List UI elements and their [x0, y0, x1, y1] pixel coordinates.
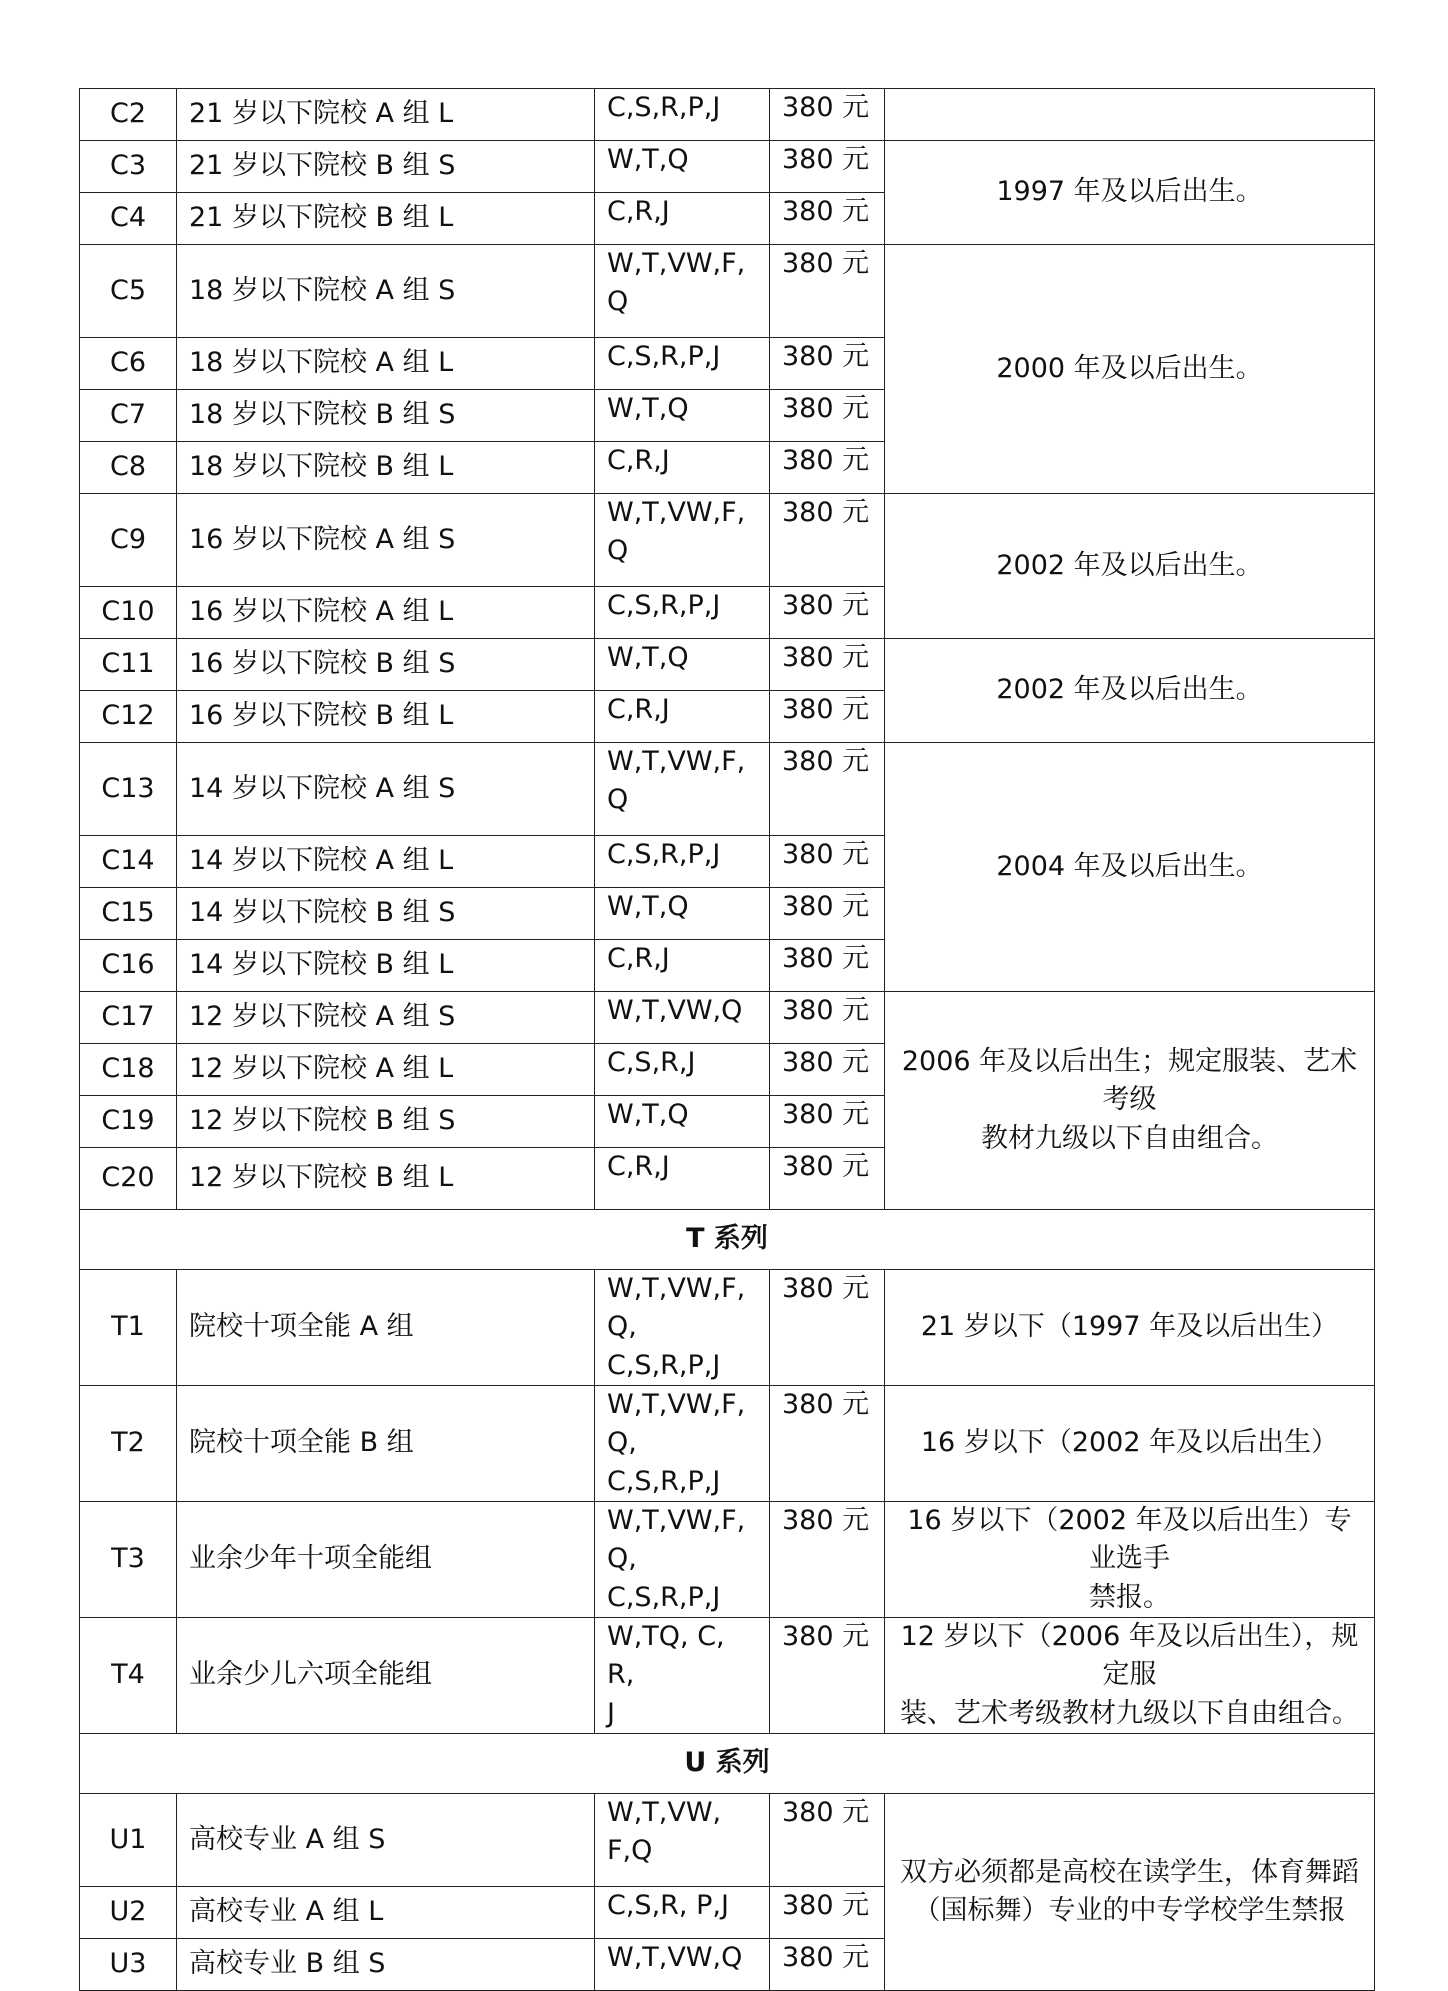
event-dances: W,T,VW,F, Q [595, 494, 770, 587]
table-row [80, 494, 1375, 587]
event-code: C12 [80, 691, 177, 743]
event-fee: 380 元 [770, 1617, 885, 1733]
event-code: C16 [80, 940, 177, 992]
eligibility-note: 2004 年及以后出生。 [885, 743, 1375, 992]
event-fee: 380 元 [770, 1148, 885, 1210]
event-fee: 380 元 [770, 1385, 885, 1501]
event-fee: 380 元 [770, 1270, 885, 1386]
section-header-row [80, 1733, 1375, 1793]
event-dances: C,S,R,P,J [595, 587, 770, 639]
event-fee: 380 元 [770, 1938, 885, 1990]
section-title: U 系列 [80, 1733, 1375, 1793]
event-code: C18 [80, 1044, 177, 1096]
table-row [80, 141, 1375, 193]
event-code: C13 [80, 743, 177, 836]
event-dances: C,R,J [595, 193, 770, 245]
event-name: 12 岁以下院校 B 组 S [177, 1096, 595, 1148]
section-header-row [80, 1210, 1375, 1270]
event-name: 16 岁以下院校 B 组 S [177, 639, 595, 691]
event-fee: 380 元 [770, 494, 885, 587]
event-name: 院校十项全能 B 组 [177, 1385, 595, 1501]
eligibility-note: 16 岁以下（2002 年及以后出生）专业选手 禁报。 [885, 1501, 1375, 1617]
table-row [80, 1385, 1375, 1501]
event-dances: W,T,VW,F, Q [595, 245, 770, 338]
event-fee: 380 元 [770, 1793, 885, 1886]
event-dances: C,S,R, P,J [595, 1886, 770, 1938]
event-code: U3 [80, 1938, 177, 1990]
event-name: 18 岁以下院校 B 组 L [177, 442, 595, 494]
table-row [80, 743, 1375, 836]
event-dances: W,T,Q [595, 390, 770, 442]
event-fee: 380 元 [770, 888, 885, 940]
event-name: 16 岁以下院校 B 组 L [177, 691, 595, 743]
event-code: C5 [80, 245, 177, 338]
event-fee: 380 元 [770, 992, 885, 1044]
event-code: C6 [80, 338, 177, 390]
event-fee: 380 元 [770, 836, 885, 888]
event-name: 12 岁以下院校 B 组 L [177, 1148, 595, 1210]
event-name: 21 岁以下院校 B 组 S [177, 141, 595, 193]
eligibility-note: 2002 年及以后出生。 [885, 639, 1375, 743]
event-code: T3 [80, 1501, 177, 1617]
event-code: T2 [80, 1385, 177, 1501]
event-dances: C,R,J [595, 442, 770, 494]
event-fee: 380 元 [770, 1044, 885, 1096]
event-name: 业余少儿六项全能组 [177, 1617, 595, 1733]
event-dances: C,R,J [595, 691, 770, 743]
eligibility-note: 双方必须都是高校在读学生，体育舞蹈 （国标舞）专业的中专学校学生禁报 [885, 1793, 1375, 1990]
event-fee: 380 元 [770, 639, 885, 691]
eligibility-note: 2006 年及以后出生；规定服装、艺术考级 教材九级以下自由组合。 [885, 992, 1375, 1210]
event-fee: 380 元 [770, 587, 885, 639]
section-title: T 系列 [80, 1210, 1375, 1270]
event-dances: W,T,VW,F, Q, C,S,R,P,J [595, 1270, 770, 1386]
event-fee: 380 元 [770, 442, 885, 494]
event-code: C4 [80, 193, 177, 245]
table-row [80, 1617, 1375, 1733]
event-code: C20 [80, 1148, 177, 1210]
eligibility-note: 2002 年及以后出生。 [885, 494, 1375, 639]
event-name: 14 岁以下院校 B 组 L [177, 940, 595, 992]
event-code: U2 [80, 1886, 177, 1938]
registration-fee-table [79, 88, 1375, 1991]
event-name: 21 岁以下院校 B 组 L [177, 193, 595, 245]
event-name: 16 岁以下院校 A 组 S [177, 494, 595, 587]
event-code: C3 [80, 141, 177, 193]
table-row [80, 992, 1375, 1044]
event-name: 高校专业 A 组 L [177, 1886, 595, 1938]
event-code: C9 [80, 494, 177, 587]
event-dances: C,S,R,P,J [595, 836, 770, 888]
event-code: C7 [80, 390, 177, 442]
event-dances: W,T,VW,Q [595, 1938, 770, 1990]
event-fee: 380 元 [770, 193, 885, 245]
event-name: 16 岁以下院校 A 组 L [177, 587, 595, 639]
event-dances: C,R,J [595, 1148, 770, 1210]
event-name: 院校十项全能 A 组 [177, 1270, 595, 1386]
event-dances: C,S,R,P,J [595, 89, 770, 141]
table-row [80, 1501, 1375, 1617]
table-row [80, 1270, 1375, 1386]
event-dances: W,T,VW,F, Q, C,S,R,P,J [595, 1501, 770, 1617]
event-code: U1 [80, 1793, 177, 1886]
event-name: 12 岁以下院校 A 组 S [177, 992, 595, 1044]
event-dances: W,TQ, C, R, J [595, 1617, 770, 1733]
event-fee: 380 元 [770, 89, 885, 141]
event-name: 14 岁以下院校 B 组 S [177, 888, 595, 940]
event-name: 18 岁以下院校 A 组 S [177, 245, 595, 338]
event-code: C14 [80, 836, 177, 888]
event-name: 12 岁以下院校 A 组 L [177, 1044, 595, 1096]
event-dances: W,T,Q [595, 639, 770, 691]
event-name: 14 岁以下院校 A 组 L [177, 836, 595, 888]
event-dances: W,T,VW, F,Q [595, 1793, 770, 1886]
table-row [80, 89, 1375, 141]
eligibility-note [885, 89, 1375, 141]
event-name: 高校专业 B 组 S [177, 1938, 595, 1990]
event-fee: 380 元 [770, 940, 885, 992]
event-name: 18 岁以下院校 B 组 S [177, 390, 595, 442]
table-row [80, 245, 1375, 338]
event-fee: 380 元 [770, 245, 885, 338]
event-name: 14 岁以下院校 A 组 S [177, 743, 595, 836]
event-name: 业余少年十项全能组 [177, 1501, 595, 1617]
event-code: T1 [80, 1270, 177, 1386]
event-name: 21 岁以下院校 A 组 L [177, 89, 595, 141]
table-row [80, 1793, 1375, 1886]
event-fee: 380 元 [770, 1886, 885, 1938]
event-code: C17 [80, 992, 177, 1044]
event-code: T4 [80, 1617, 177, 1733]
event-dances: W,T,Q [595, 888, 770, 940]
event-dances: W,T,VW,F, Q [595, 743, 770, 836]
eligibility-note: 16 岁以下（2002 年及以后出生） [885, 1385, 1375, 1501]
event-code: C11 [80, 639, 177, 691]
eligibility-note: 12 岁以下（2006 年及以后出生），规定服 装、艺术考级教材九级以下自由组合。 [885, 1617, 1375, 1733]
event-dances: C,S,R,J [595, 1044, 770, 1096]
event-code: C19 [80, 1096, 177, 1148]
event-code: C15 [80, 888, 177, 940]
eligibility-note: 21 岁以下（1997 年及以后出生） [885, 1270, 1375, 1386]
event-code: C2 [80, 89, 177, 141]
event-fee: 380 元 [770, 743, 885, 836]
event-fee: 380 元 [770, 1096, 885, 1148]
event-fee: 380 元 [770, 390, 885, 442]
event-fee: 380 元 [770, 141, 885, 193]
event-fee: 380 元 [770, 1501, 885, 1617]
event-dances: C,S,R,P,J [595, 338, 770, 390]
event-dances: W,T,Q [595, 141, 770, 193]
eligibility-note: 1997 年及以后出生。 [885, 141, 1375, 245]
event-dances: W,T,VW,F, Q, C,S,R,P,J [595, 1385, 770, 1501]
event-name: 18 岁以下院校 A 组 L [177, 338, 595, 390]
event-code: C10 [80, 587, 177, 639]
event-fee: 380 元 [770, 338, 885, 390]
eligibility-note: 2000 年及以后出生。 [885, 245, 1375, 494]
event-fee: 380 元 [770, 691, 885, 743]
event-dances: W,T,Q [595, 1096, 770, 1148]
table-row [80, 639, 1375, 691]
event-dances: W,T,VW,Q [595, 992, 770, 1044]
event-dances: C,R,J [595, 940, 770, 992]
event-code: C8 [80, 442, 177, 494]
event-name: 高校专业 A 组 S [177, 1793, 595, 1886]
